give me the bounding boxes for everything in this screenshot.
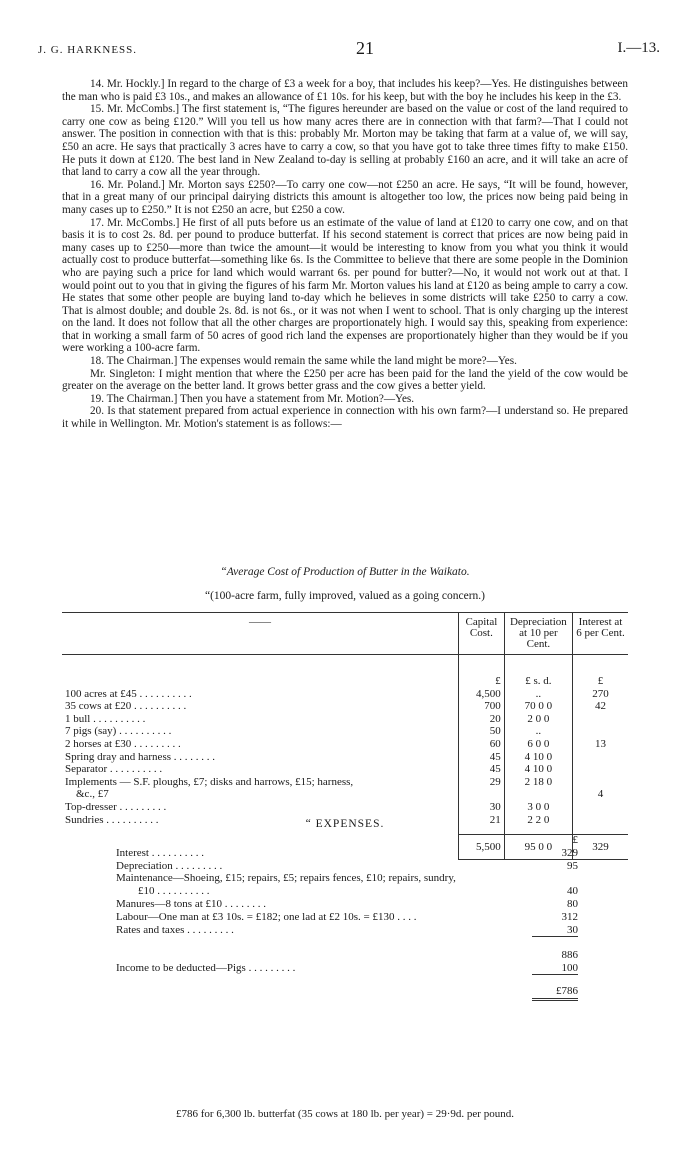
- cell-desc: 2 horses at £30 . . . . . . . . .: [65, 737, 181, 750]
- cell-desc: 1 bull . . . . . . . . . .: [65, 712, 146, 725]
- cell-cap: 4,500: [459, 688, 505, 701]
- list-item: [116, 885, 578, 898]
- paragraph-14: 14. Mr. Hockly.] In regard to the charge of £3 a week for a boy, that includes his keep?—Yes. He distinguishes between the man who is paid £3 10s., and makes an allowance of £1 10s. for his keep, but with the boy he includes his keep in the £3.: [62, 78, 628, 103]
- cell-cap: 700: [459, 700, 505, 713]
- cell-dep: 6 0 0: [504, 738, 572, 751]
- total-row: [116, 975, 578, 985]
- cell-dep: 70 0 0: [504, 700, 572, 713]
- cell-desc: Separator . . . . . . . . . .: [65, 763, 163, 776]
- page-number: 21: [356, 38, 374, 58]
- deduction-row: [116, 962, 578, 975]
- paragraph-19: 19. The Chairman.] Then you have a statement from Mr. Motion?—Yes.: [90, 392, 415, 405]
- cell-desc: 7 pigs (say) . . . . . . . . . .: [65, 725, 172, 738]
- list-item: [116, 898, 578, 911]
- cell-desc: &c., £7: [76, 788, 109, 801]
- col-header-desc: ——: [62, 613, 459, 655]
- cell-desc: 100 acres at £45 . . . . . . . . . .: [65, 687, 192, 700]
- table-header-row: [62, 613, 628, 655]
- expense-label: Maintenance—Shoeing, £15; repairs, £5; repairs fences, £10; repairs, sundry,: [116, 872, 456, 885]
- cell-dep: 2 0 0: [504, 713, 572, 726]
- expense-label: Depreciation . . . . . . . . .: [116, 859, 223, 872]
- table-row: [62, 700, 628, 713]
- expense-value: 95: [567, 859, 578, 872]
- col-header-capital: Capital Cost.: [459, 613, 505, 655]
- cell-int: 270: [573, 688, 629, 701]
- cell-int: 13: [573, 738, 629, 751]
- expense-value: 329: [561, 846, 578, 859]
- cell-dep: 2 2 0: [504, 814, 572, 827]
- paragraph-17: 17. Mr. McCombs.] He first of all puts before us an estimate of the value of land at £120 to carry one cow, and on that basis it is to cost 2s. 8d. per pound to produce butterfat. If his second statement is correct that prices are now being paid in many cases up to £250—more than twice the amount—it would be interesting to know from you what you think it would actually cost to produce butterfat—something like 6s. Is the Committee to believe that there are some people in the Dominion who are paying such a price for land which would warrant 6s. per pound for butter?—No, it would not work out at that. I would point out to you that in giving the figures of his farm Mr. Morton values his land at £120 as being ample to carry a cow. He states that some other people are buying land to-day which he believes in some districts will take £250 to carry a cow. That is almost double; and double 2s. 8d. is not 6s., or it was not when I went to school. That is only charging up the interest on the land. It does not follow that all the other charges are proportionately high. I would say this, speaking from experience: that in working a small farm of 50 acres of good rich land the expenses are proportionately higher than they would be if you were working a 100-acre farm.: [62, 216, 628, 355]
- unit-depreciation: £ s. d.: [504, 655, 572, 688]
- table-row: [62, 776, 628, 789]
- list-item: [116, 924, 578, 937]
- col-header-interest: Interest at 6 per Cent.: [573, 613, 629, 655]
- paragraph-singleton: Mr. Singleton: I might mention that where the £250 per acre has been paid for the land the yield of the cow would be greater on the average on the better land. It grows better grass and the cow gives a better yield.: [62, 367, 628, 393]
- paragraph-16: 16. Mr. Poland.] Mr. Morton says £250?—To carry one cow—not £250 an acre. He says, “It will be found, however, that in a great many of our principal dairying districts this amount is altogether too low, the prices now being paid being in many cases up to £250.” It is not £250 an acre, but £250 a cow.: [62, 178, 628, 216]
- page-header: [38, 38, 660, 62]
- cell-cap: 20: [459, 713, 505, 726]
- list-item: [116, 847, 578, 860]
- cell-desc: Spring dray and harness . . . . . . . .: [65, 750, 216, 763]
- cell-desc: 35 cows at £20 . . . . . . . . . .: [65, 700, 187, 713]
- deduction-value: 100: [561, 961, 578, 974]
- col-header-depreciation: Depreciation at 10 per Cent.: [504, 613, 572, 655]
- cell-dep: ..: [504, 725, 572, 738]
- cell-int: 4: [573, 788, 629, 801]
- cell-int: [573, 801, 629, 814]
- table-row: [62, 688, 628, 701]
- cell-int: [573, 763, 629, 776]
- expenses-total: £786: [532, 985, 578, 999]
- cell-cap: 45: [459, 751, 505, 764]
- cell-desc: Top-dresser . . . . . . . . .: [65, 800, 167, 813]
- total-depreciation: 95 0 0: [504, 834, 572, 860]
- deduction-label: Income to be deducted—Pigs . . . . . . . . .: [116, 961, 296, 974]
- header-author: J. G. HARKNESS.: [38, 44, 138, 56]
- statement-title: “Average Cost of Production of Butter in the Waikato.: [220, 566, 470, 578]
- cell-dep: ..: [504, 688, 572, 701]
- cell-dep: 3 0 0: [504, 801, 572, 814]
- table-row: [62, 801, 628, 814]
- subtotal-row: [116, 937, 578, 949]
- cell-dep: 2 18 0: [504, 776, 572, 789]
- cell-cap: [459, 788, 505, 801]
- units-row: [62, 655, 628, 688]
- cell-dep: 4 10 0: [504, 763, 572, 776]
- cell-cap: 21: [459, 814, 505, 827]
- cell-int: [573, 776, 629, 789]
- body-text: [62, 78, 628, 431]
- cell-cap: 50: [459, 725, 505, 738]
- cell-cap: 30: [459, 801, 505, 814]
- cell-desc: Implements — S.F. ploughs, £7; disks and harrows, £15; harness,: [65, 775, 354, 788]
- table-row: [62, 725, 628, 738]
- cell-desc: Sundries . . . . . . . . . .: [65, 813, 159, 826]
- paragraph-18: 18. The Chairman.] The expenses would remain the same while the land might be more?—Yes.: [90, 355, 517, 368]
- expense-label: Labour—One man at £3 10s. = £182; one lad at £2 10s. = £130 . . . .: [116, 910, 417, 923]
- cell-cap: 29: [459, 776, 505, 789]
- expense-label: Interest . . . . . . . . . .: [116, 846, 204, 859]
- total-capital: 5,500: [459, 834, 505, 860]
- expense-label: £10 . . . . . . . . . .: [116, 885, 210, 898]
- table-row: [62, 738, 628, 751]
- expenses-subtotal: 886: [561, 948, 578, 961]
- expenses-title: “ EXPENSES.: [305, 818, 385, 830]
- expense-value: 80: [567, 897, 578, 910]
- expense-value: [532, 872, 578, 885]
- cell-cap: 45: [459, 763, 505, 776]
- final-cost-line: £786 for 6,300 lb. butterfat (35 cows at 180 lb. per year) = 29·9d. per pound.: [176, 1108, 514, 1120]
- list-item: [116, 860, 578, 873]
- expense-value: 40: [567, 885, 578, 898]
- expense-label: Manures—8 tons at £10 . . . . . . . .: [116, 897, 267, 910]
- cell-int: [573, 713, 629, 726]
- unit-capital: £: [459, 655, 505, 688]
- expenses-unit-row: [116, 834, 578, 847]
- expense-value: 30: [567, 923, 578, 936]
- cell-cap: 60: [459, 738, 505, 751]
- header-reference: I.—13.: [617, 40, 660, 56]
- cell-int: [573, 751, 629, 764]
- cell-int: 42: [573, 700, 629, 713]
- table-row: [62, 713, 628, 726]
- paragraph-15: 15. Mr. McCombs.] The first statement is, “The figures hereunder are based on the value or cost of the land required to carry one cow as being £120.” Will you tell us how many acres there are in connection with that farm?—That I could not answer. The position in connection with that is this: probably Mr. Morton may be taking that farm at a value of, we will say, £50 an acre. He says that practically 3 acres have to carry a cow, so that you have got to take three times fifty to make £150. He puts it down at £120. The best land in New Zealand to-day is selling at probably £160 an acre, and it will take an acre of that land to carry a cow all the year through.: [62, 103, 628, 179]
- subtotal-value-row: [116, 949, 578, 962]
- expense-value: 312: [561, 910, 578, 923]
- cell-int: [573, 725, 629, 738]
- table-row: [62, 788, 628, 801]
- total-interest: 329: [573, 834, 629, 860]
- expenses-unit: £: [572, 834, 578, 846]
- statement-subtitle: “(100-acre farm, fully improved, valued as a going concern.): [204, 590, 486, 602]
- table-row: [62, 751, 628, 764]
- unit-interest: £: [573, 655, 629, 688]
- cell-dep: 4 10 0: [504, 751, 572, 764]
- expense-label: Rates and taxes . . . . . . . . .: [116, 923, 234, 936]
- list-item: [116, 872, 578, 885]
- expenses-table: [116, 834, 578, 1001]
- cell-dep: [504, 788, 572, 801]
- list-item: [116, 911, 578, 924]
- paragraph-20: 20. Is that statement prepared from actual experience in connection with his own farm?—I understand so. He prepared it while in Wellington. Mr. Motion's statement is as follows:—: [62, 405, 628, 431]
- total-value-row: [116, 985, 578, 999]
- table-row: [62, 763, 628, 776]
